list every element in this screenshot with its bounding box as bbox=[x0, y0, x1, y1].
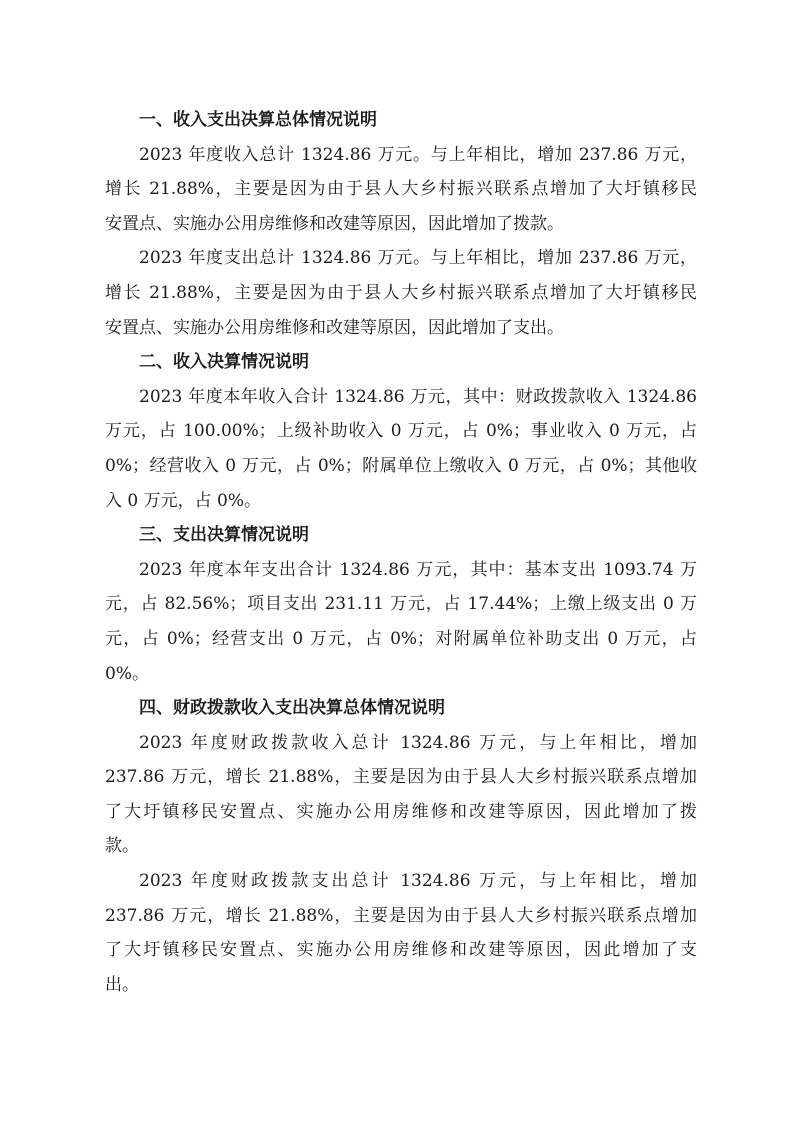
section-heading: 四、财政拨款收入支出决算总体情况说明 bbox=[139, 698, 445, 719]
paragraph-line: 元，占 0%；经营支出 0 万元，占 0%；对附属单位补助支出 0 万元，占 bbox=[105, 628, 697, 649]
paragraph-line: 2023 年度本年支出合计 1324.86 万元，其中：基本支出 1093.74 万 bbox=[139, 559, 697, 580]
paragraph-line: 入 0 万元，占 0%。 bbox=[105, 490, 261, 511]
paragraph-line: 安置点、实施办公用房维修和改建等原因，因此增加了支出。 bbox=[105, 317, 564, 338]
paragraph-line: 元，占 82.56%；项目支出 231.11 万元，占 17.44%；上缴上级支出 0 万 bbox=[105, 594, 697, 615]
paragraph-line: 2023 年度财政拨款收入总计 1324.86 万元，与上年相比，增加 bbox=[139, 732, 697, 753]
paragraph-line: 2023 年度财政拨款支出总计 1324.86 万元，与上年相比，增加 bbox=[139, 871, 697, 892]
document-page bbox=[105, 103, 697, 1002]
paragraph-line: 安置点、实施办公用房维修和改建等原因，因此增加了拨款。 bbox=[105, 213, 564, 234]
paragraph-line: 增长 21.88%，主要是因为由于县人大乡村振兴联系点增加了大圩镇移民 bbox=[105, 282, 697, 303]
paragraph-line: 2023 年度收入总计 1324.86 万元。与上年相比，增加 237.86 万元， bbox=[139, 144, 697, 165]
paragraph-line: 增长 21.88%，主要是因为由于县人大乡村振兴联系点增加了大圩镇移民 bbox=[105, 179, 697, 200]
paragraph-line: 款。 bbox=[105, 836, 139, 857]
paragraph-line: 2023 年度本年收入合计 1324.86 万元，其中：财政拨款收入 1324.86 bbox=[139, 386, 697, 407]
paragraph-line: 0%；经营收入 0 万元，占 0%；附属单位上缴收入 0 万元，占 0%；其他收 bbox=[105, 455, 697, 476]
paragraph-line: 了大圩镇移民安置点、实施办公用房维修和改建等原因，因此增加了拨 bbox=[105, 801, 697, 822]
paragraph-line: 了大圩镇移民安置点、实施办公用房维修和改建等原因，因此增加了支 bbox=[105, 940, 697, 961]
paragraph-line: 237.86 万元，增长 21.88%，主要是因为由于县人大乡村振兴联系点增加 bbox=[105, 905, 697, 926]
section-heading: 一、收入支出决算总体情况说明 bbox=[139, 110, 377, 130]
paragraph-line: 出。 bbox=[105, 974, 139, 995]
paragraph-line: 0%。 bbox=[105, 663, 149, 684]
paragraph-line: 237.86 万元，增长 21.88%，主要是因为由于县人大乡村振兴联系点增加 bbox=[105, 767, 697, 788]
paragraph-line: 万元，占 100.00%；上级补助收入 0 万元，占 0%；事业收入 0 万元，占 bbox=[105, 421, 697, 442]
section-heading: 三、支出决算情况说明 bbox=[139, 525, 309, 546]
paragraph-line: 2023 年度支出总计 1324.86 万元。与上年相比，增加 237.86 万元， bbox=[139, 248, 697, 269]
section-heading: 二、收入决算情况说明 bbox=[139, 352, 309, 373]
